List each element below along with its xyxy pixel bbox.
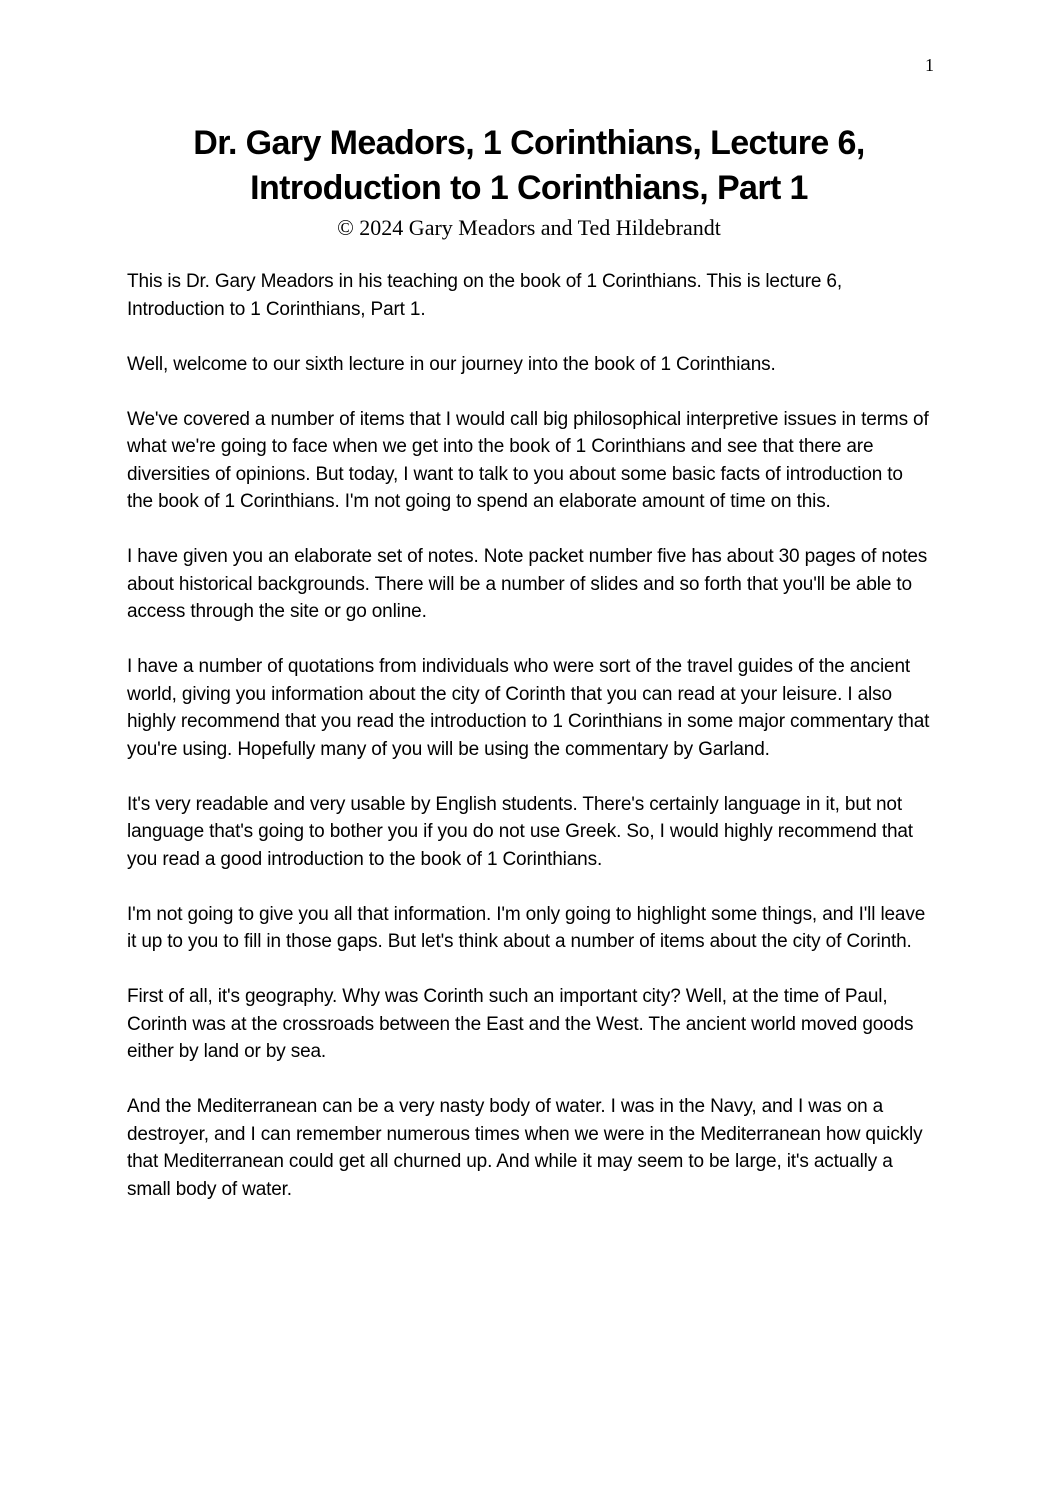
paragraph-mediterranean: And the Mediterranean can be a very nasty body of water. I was in the Navy, and I was on a destroyer, and I can remember numerous times when we were in the Mediterranean how quickly that Mediterranean could get all churned up. And while it may seem to be large, it's actually a small body of water. — [127, 1096, 923, 1200]
page-number: 1 — [925, 55, 934, 75]
document-title-line-2: Introduction to 1 Corinthians, Part 1 — [250, 169, 808, 207]
paragraph-intro: This is Dr. Gary Meadors in his teaching on the book of 1 Corinthians. This is lecture 6, Introduction to 1 Corinthians, Part 1. — [127, 271, 842, 320]
paragraph-quotations: I have a number of quotations from individuals who were sort of the travel guides of the ancient world, giving you information about the city of Corinth that you can read at your leisure. I also highly recommend that you read the introduction to 1 Corinthians in some major commentary that you're using. Hopefully many of you will be using the commentary by Garland. — [127, 656, 930, 760]
paragraph-covered-items: We've covered a number of items that I would call big philosophical interpretive issues in terms of what we're going to face when we get into the book of 1 Corinthians and see that there are diversities of opinions. But today, I want to talk to you about some basic facts of introduction to the book of 1 Corinthians. I'm not going to spend an elaborate amount of time on this. — [127, 408, 929, 512]
document-body — [127, 268, 931, 1203]
document-title-line-1: Dr. Gary Meadors, 1 Corinthians, Lecture 6, — [193, 124, 865, 162]
copyright-line: © 2024 Gary Meadors and Ted Hildebrandt — [337, 215, 721, 240]
paragraph-notes: I have given you an elaborate set of notes. Note packet number five has about 30 pages of notes about historical backgrounds. There will be a number of slides and so forth that you'll be able to access through the site or go online. — [127, 546, 928, 622]
paragraph-highlight: I'm not going to give you all that information. I'm only going to highlight some things, and I'll leave it up to you to fill in those gaps. But let's think about a number of items about the city of Corinth. — [127, 903, 926, 952]
document-title — [127, 121, 931, 211]
page-content — [127, 0, 931, 1231]
paragraph-geography: First of all, it's geography. Why was Corinth such an important city? Well, at the time of Paul, Corinth was at the crossroads between the East and the West. The ancient world moved goods either by land or by sea. — [127, 986, 914, 1062]
paragraph-welcome: Well, welcome to our sixth lecture in our journey into the book of 1 Corinthians. — [127, 353, 776, 375]
paragraph-readable: It's very readable and very usable by English students. There's certainly language in it, but not language that's going to bother you if you do not use Greek. So, I would highly recommend that you read a good introduction to the book of 1 Corinthians. — [127, 793, 913, 870]
